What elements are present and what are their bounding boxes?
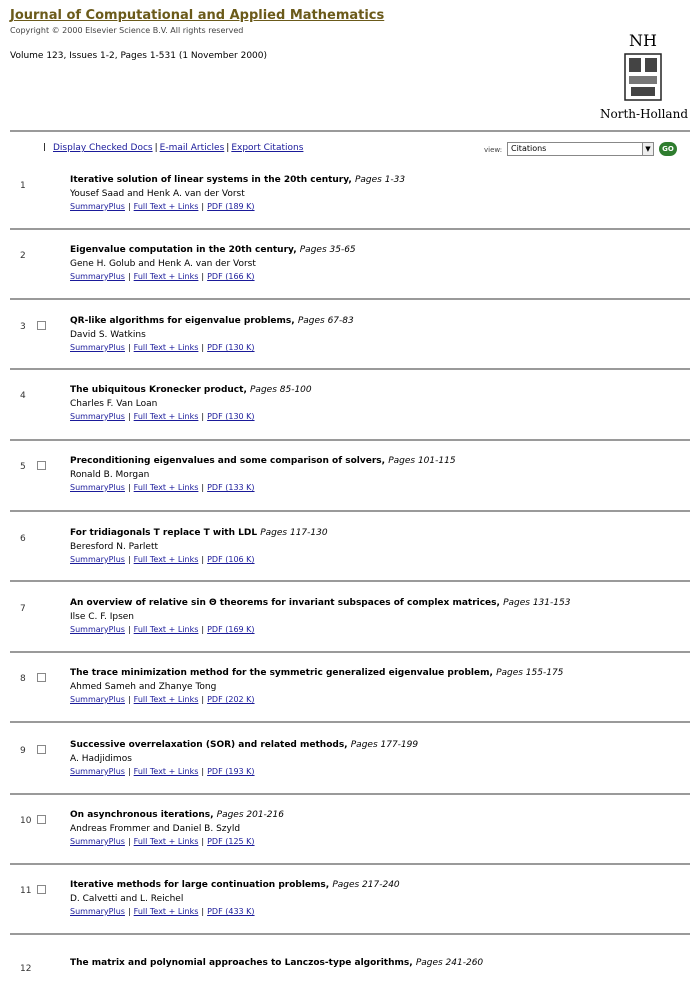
link-separator: | <box>127 272 131 281</box>
bullet-icon <box>44 143 49 151</box>
full-text-link[interactable]: Full Text + Links <box>133 412 199 421</box>
article-title-text: The matrix and polynomial approaches to Lanczos-type algorithms, <box>70 958 416 968</box>
link-separator: | <box>201 272 205 281</box>
article-number: 4 <box>20 391 26 401</box>
article-divider <box>10 580 690 582</box>
article-links <box>70 555 255 564</box>
copyright-text: Copyright © 2000 Elsevier Science B.V. All rights reserved <box>10 26 244 35</box>
link-separator: | <box>201 625 205 634</box>
article-divider <box>10 298 690 300</box>
pdf-link[interactable]: PDF (130 K) <box>207 343 255 352</box>
full-text-link[interactable]: Full Text + Links <box>133 202 199 211</box>
article-number: 8 <box>20 674 26 684</box>
summary-plus-link[interactable]: SummaryPlus <box>70 625 125 634</box>
article-links <box>70 837 255 846</box>
article-links <box>70 483 255 492</box>
article-title-text: The ubiquitous Kronecker product, <box>70 385 250 395</box>
link-separator: | <box>201 837 205 846</box>
link-separator: | <box>127 907 131 916</box>
pdf-link[interactable]: PDF (125 K) <box>207 837 255 846</box>
article-authors: Ronald B. Morgan <box>70 470 150 480</box>
summary-plus-link[interactable]: SummaryPlus <box>70 202 125 211</box>
article-checkbox[interactable] <box>37 815 46 824</box>
article-links <box>70 767 255 776</box>
full-text-link[interactable]: Full Text + Links <box>133 272 199 281</box>
pdf-link[interactable]: PDF (130 K) <box>207 412 255 421</box>
link-separator: | <box>201 767 205 776</box>
full-text-link[interactable]: Full Text + Links <box>133 343 199 352</box>
link-separator: | <box>127 483 131 492</box>
article-authors: D. Calvetti and L. Reichel <box>70 894 184 904</box>
article-title-text: On asynchronous iterations, <box>70 810 217 820</box>
summary-plus-link[interactable]: SummaryPlus <box>70 483 125 492</box>
article-checkbox[interactable] <box>37 885 46 894</box>
article-title <box>70 175 405 185</box>
link-separator: | <box>127 343 131 352</box>
export-citations-link[interactable]: Export Citations <box>231 143 304 153</box>
article-links <box>70 202 255 211</box>
email-articles-link[interactable]: E-mail Articles <box>159 143 225 153</box>
article-title <box>70 316 354 326</box>
article-divider <box>10 510 690 512</box>
article-divider <box>10 793 690 795</box>
summary-plus-link[interactable]: SummaryPlus <box>70 412 125 421</box>
article-authors: A. Hadjidimos <box>70 754 132 764</box>
article-pages: Pages 85-100 <box>250 385 312 395</box>
article-links <box>70 695 255 704</box>
article-title-text: The trace minimization method for the symmetric generalized eigenvalue problem, <box>70 668 497 678</box>
link-separator: | <box>201 483 205 492</box>
full-text-link[interactable]: Full Text + Links <box>133 695 199 704</box>
article-title <box>70 245 356 255</box>
article-divider <box>10 368 690 370</box>
article-checkbox[interactable] <box>37 461 46 470</box>
article-pages: Pages 1-33 <box>354 175 406 185</box>
article-title <box>70 958 483 968</box>
full-text-link[interactable]: Full Text + Links <box>133 837 199 846</box>
article-title <box>70 880 400 890</box>
article-title-text: Preconditioning eigenvalues and some comparison of solvers, <box>70 456 389 466</box>
summary-plus-link[interactable]: SummaryPlus <box>70 767 125 776</box>
article-links <box>70 625 255 634</box>
article-pages: Pages 241-260 <box>415 958 484 968</box>
summary-plus-link[interactable]: SummaryPlus <box>70 907 125 916</box>
pdf-link[interactable]: PDF (133 K) <box>207 483 255 492</box>
article-pages: Pages 177-199 <box>350 740 419 750</box>
article-authors: Yousef Saad and Henk A. van der Vorst <box>70 189 245 199</box>
article-links <box>70 907 255 916</box>
article-links <box>70 343 255 352</box>
go-button[interactable]: GO <box>659 142 677 156</box>
article-number: 5 <box>20 462 26 472</box>
link-separator: | <box>127 695 131 704</box>
article-links <box>70 272 255 281</box>
article-title-text: QR-like algorithms for eigenvalue problems, <box>70 316 298 326</box>
article-number: 10 <box>20 816 32 826</box>
full-text-link[interactable]: Full Text + Links <box>133 625 199 634</box>
article-checkbox[interactable] <box>37 321 46 330</box>
article-number: 9 <box>20 746 26 756</box>
link-separator: | <box>201 412 205 421</box>
pdf-link[interactable]: PDF (202 K) <box>207 695 255 704</box>
summary-plus-link[interactable]: SummaryPlus <box>70 555 125 564</box>
pdf-link[interactable]: PDF (189 K) <box>207 202 255 211</box>
summary-plus-link[interactable]: SummaryPlus <box>70 837 125 846</box>
article-title <box>70 456 456 466</box>
article-number: 11 <box>20 886 32 896</box>
journal-title-link[interactable]: Journal of Computational and Applied Mathematics <box>10 8 385 23</box>
summary-plus-link[interactable]: SummaryPlus <box>70 695 125 704</box>
chevron-down-icon: ▼ <box>642 143 653 155</box>
article-checkbox[interactable] <box>37 673 46 682</box>
article-title <box>70 385 312 395</box>
article-number: 12 <box>20 964 32 974</box>
article-authors: Ilse C. F. Ipsen <box>70 612 134 622</box>
article-links <box>70 412 255 421</box>
article-divider <box>10 651 690 653</box>
article-authors: David S. Watkins <box>70 330 146 340</box>
article-title-text: Successive overrelaxation (SOR) and related methods, <box>70 740 351 750</box>
full-text-link[interactable]: Full Text + Links <box>133 483 199 492</box>
logo-monogram: NH <box>629 31 657 50</box>
pdf-link[interactable]: PDF (166 K) <box>207 272 255 281</box>
volume-info: Volume 123, Issues 1-2, Pages 1-531 (1 November 2000) <box>10 51 268 61</box>
pdf-link[interactable]: PDF (193 K) <box>207 767 255 776</box>
link-separator: | <box>127 837 131 846</box>
article-title-text: Iterative solution of linear systems in the 20th century, <box>70 175 355 185</box>
article-divider <box>10 933 690 935</box>
link-separator: | <box>201 202 205 211</box>
article-number: 7 <box>20 604 26 614</box>
north-holland-logo <box>597 30 695 122</box>
view-format-select[interactable] <box>507 142 654 156</box>
link-separator: | <box>127 202 131 211</box>
article-number: 3 <box>20 322 26 332</box>
article-number: 1 <box>20 181 26 191</box>
article-pages: Pages 217-240 <box>332 880 400 890</box>
summary-plus-link[interactable]: SummaryPlus <box>70 272 125 281</box>
article-authors: Gene H. Golub and Henk A. van der Vorst <box>70 259 256 269</box>
article-divider <box>10 439 690 441</box>
article-checkbox[interactable] <box>37 745 46 754</box>
article-title <box>70 668 563 678</box>
article-number: 2 <box>20 251 26 261</box>
link-separator: | <box>127 412 131 421</box>
article-divider <box>10 863 690 865</box>
article-pages: Pages 35-65 <box>299 245 356 255</box>
link-separator: | <box>201 343 205 352</box>
article-pages: Pages 67-83 <box>297 316 354 326</box>
summary-plus-link[interactable]: SummaryPlus <box>70 343 125 352</box>
article-authors: Andreas Frommer and Daniel B. Szyld <box>70 824 241 834</box>
article-title <box>70 528 328 538</box>
link-separator: | <box>201 555 205 564</box>
link-separator: | <box>201 695 205 704</box>
article-title-text: For tridiagonals T replace T with LDL <box>70 528 261 538</box>
article-pages: Pages 155-175 <box>496 668 564 678</box>
article-actions-bar: Display Checked Docs | E-mail Articles | Export Citations <box>44 143 303 153</box>
link-separator: | <box>127 767 131 776</box>
pdf-link[interactable]: PDF (106 K) <box>207 555 255 564</box>
article-pages: Pages 101-115 <box>388 456 456 466</box>
article-pages: Pages 117-130 <box>260 528 328 538</box>
article-authors: Beresford N. Parlett <box>70 542 159 552</box>
header-divider <box>10 130 690 132</box>
logo-wordmark: North-Holland <box>600 107 688 121</box>
pdf-link[interactable]: PDF (433 K) <box>207 907 255 916</box>
display-checked-docs-link[interactable]: Display Checked Docs <box>53 143 153 153</box>
link-separator: | <box>127 625 131 634</box>
article-title-text: Iterative methods for large continuation problems, <box>70 880 333 890</box>
article-pages: Pages 201-216 <box>216 810 284 820</box>
full-text-link[interactable]: Full Text + Links <box>133 907 199 916</box>
pdf-link[interactable]: PDF (169 K) <box>207 625 255 634</box>
article-title <box>70 810 284 820</box>
article-pages: Pages 131-153 <box>503 598 571 608</box>
article-authors: Charles F. Van Loan <box>70 399 158 409</box>
view-format-value: Citations <box>511 144 547 153</box>
link-separator: | <box>201 907 205 916</box>
article-divider <box>10 228 690 230</box>
article-number: 6 <box>20 534 26 544</box>
article-title <box>70 740 418 750</box>
article-title <box>70 598 570 608</box>
article-title-text: Eigenvalue computation in the 20th century, <box>70 245 300 255</box>
article-authors: Ahmed Sameh and Zhanye Tong <box>70 682 217 692</box>
full-text-link[interactable]: Full Text + Links <box>133 555 199 564</box>
full-text-link[interactable]: Full Text + Links <box>133 767 199 776</box>
link-separator: | <box>127 555 131 564</box>
view-label: view: <box>484 146 503 154</box>
article-divider <box>10 721 690 723</box>
article-title-text: An overview of relative sin Θ theorems for invariant subspaces of complex matrices, <box>70 598 504 608</box>
